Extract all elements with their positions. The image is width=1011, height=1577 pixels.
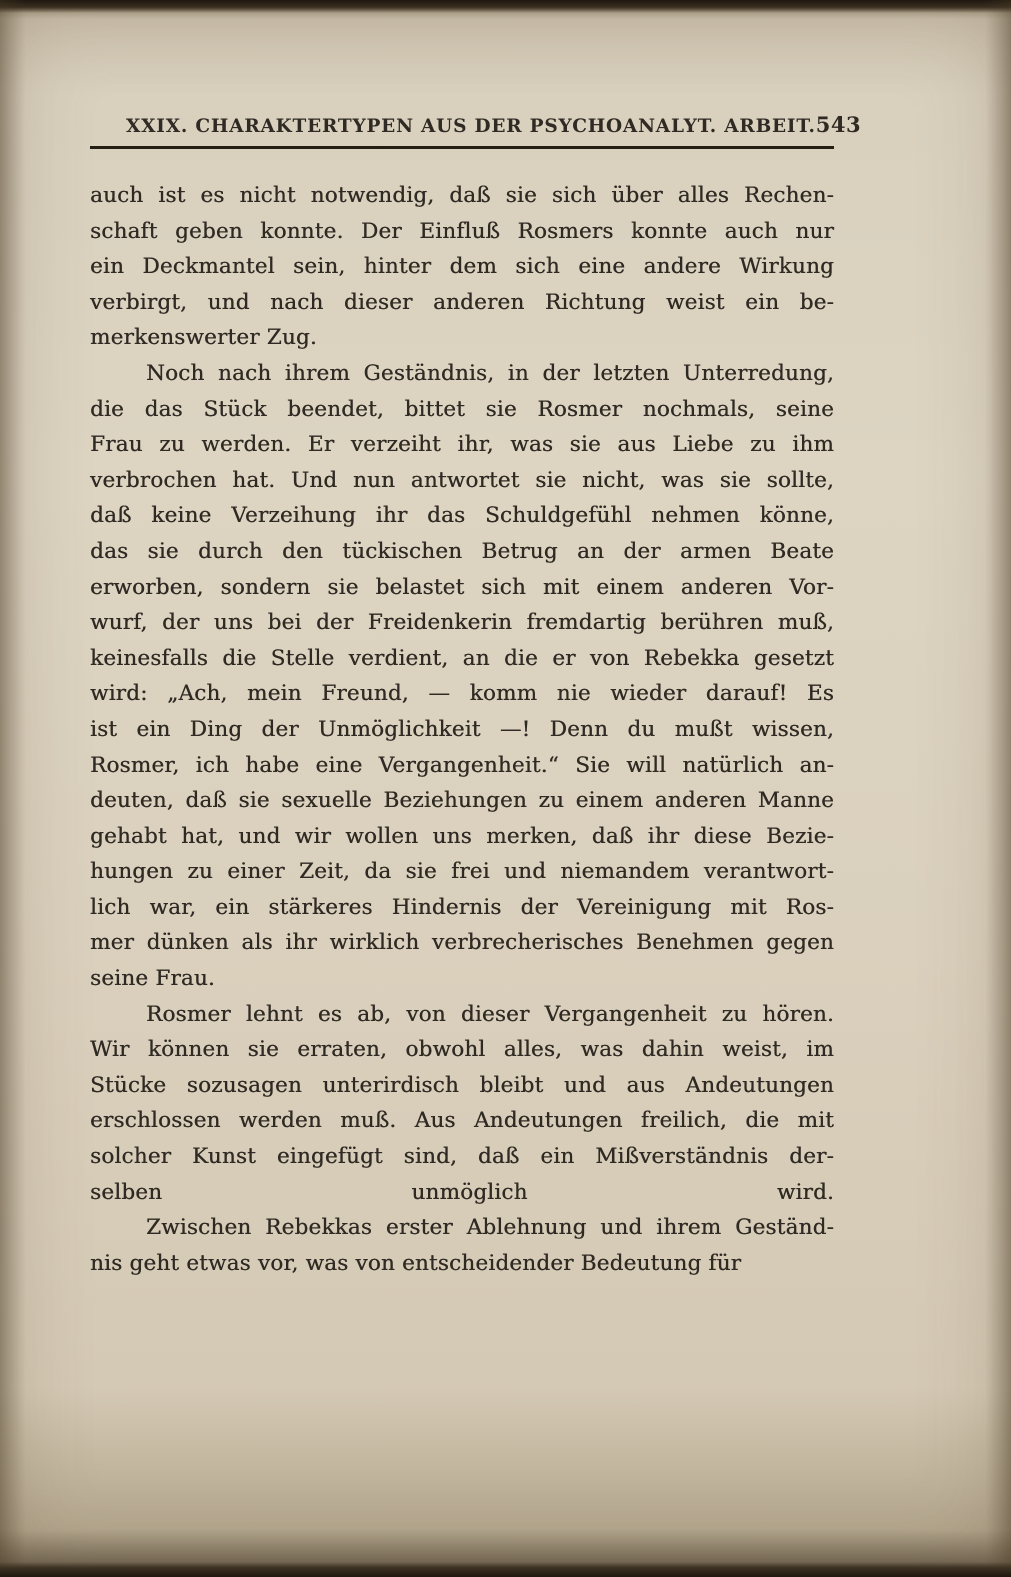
text-line: gehabt hat, und wir wollen uns merken, daß ihr diese Bezie- (90, 823, 834, 849)
text-line: wird: „Ach, mein Freund, — komm nie wieder darauf! Es (90, 681, 834, 707)
text-line: Noch nach ihrem Geständnis, in der letzten Unterredung, (146, 360, 834, 386)
running-head (90, 112, 862, 137)
page-edge-left (0, 0, 26, 1577)
text-block (90, 112, 862, 1281)
text-line: Rosmer, ich habe eine Vergangenheit.“ Sie will natürlich an- (90, 752, 834, 778)
running-head-title: XXIX. CHARAKTERTYPEN AUS DER PSYCHOANALYT. ARBEIT. (126, 116, 816, 137)
text-line: solcher Kunst eingefügt sind, daß ein Mißverständnis der- (90, 1144, 834, 1170)
text-line: Wir können sie erraten, obwohl alles, was dahin weist, im (90, 1037, 834, 1063)
text-line: wurf, der uns bei der Freidenkerin fremdartig berühren muß, (90, 610, 834, 636)
page-edge-bottom (0, 1562, 1011, 1577)
page-edge-right (985, 0, 1011, 1577)
page-edge-top (0, 0, 1011, 13)
text-line: ist ein Ding der Unmöglichkeit —! Denn du mußt wissen, (90, 716, 834, 742)
text-line: keinesfalls die Stelle verdient, an die er von Rebekka gesetzt (90, 645, 834, 671)
text-line: erworben, sondern sie belastet sich mit einem anderen Vor- (90, 574, 834, 600)
text-line: die das Stück beendet, bittet sie Rosmer nochmals, seine (90, 396, 834, 422)
text-line: auch ist es nicht notwendig, daß sie sich über alles Rechen- (90, 183, 834, 208)
text-line: merkenswerter Zug. (90, 325, 317, 351)
text-line: selben unmöglich wird. (90, 1179, 834, 1205)
text-line: erschlossen werden muß. Aus Andeutungen freilich, die mit (90, 1108, 834, 1134)
text-line: nis geht etwas vor, was von entscheidender Bedeutung für (90, 1250, 742, 1276)
text-line: daß keine Verzeihung ihr das Schuldgefühl nehmen könne, (90, 503, 834, 529)
text-line: verbirgt, und nach dieser anderen Richtung weist ein be- (90, 289, 834, 315)
header-rule (90, 146, 834, 149)
text-line: mer dünken als ihr wirklich verbrecherisches Benehmen gegen (90, 930, 834, 956)
text-line: Frau zu werden. Er verzeiht ihr, was sie aus Liebe zu ihm (90, 432, 834, 458)
text-line: Stücke sozusagen unterirdisch bleibt und aus Andeutungen (90, 1072, 834, 1098)
text-line: ein Deckmantel sein, hinter dem sich eine andere Wirkung (90, 254, 834, 280)
text-line: schaft geben konnte. Der Einfluß Rosmers konnte auch nur (90, 218, 834, 244)
text-line: verbrochen hat. Und nun antwortet sie nicht, was sie sollte, (90, 467, 834, 493)
page-body (90, 178, 834, 1281)
text-line: Rosmer lehnt es ab, von dieser Vergangenheit zu hören. (146, 1001, 834, 1027)
text-line: hungen zu einer Zeit, da sie frei und niemandem verantwort- (90, 859, 834, 885)
text-line: Zwischen Rebekkas erster Ablehnung und ihrem Geständ- (146, 1215, 834, 1241)
text-line: das sie durch den tückischen Betrug an der armen Beate (90, 538, 834, 564)
page-number: 543 (815, 112, 862, 137)
text-line: lich war, ein stärkeres Hindernis der Vereinigung mit Ros- (90, 894, 834, 920)
text-line: seine Frau. (90, 966, 215, 992)
text-line: deuten, daß sie sexuelle Beziehungen zu einem anderen Manne (90, 788, 834, 814)
